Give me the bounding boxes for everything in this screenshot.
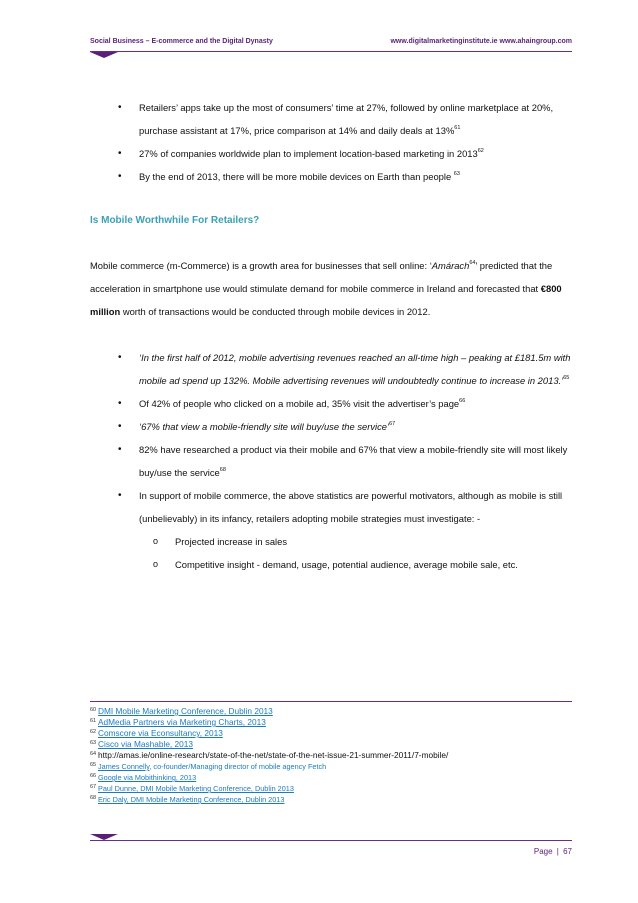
header-urls[interactable]: www.digitalmarketinginstitute.ie www.ahaingroup.com [390, 38, 572, 45]
page-content [90, 96, 580, 576]
footnote-ref[interactable]: 61 [454, 125, 461, 131]
footer-rule [90, 840, 572, 841]
footnote-link[interactable]: Comscore via Econsultancy, 2013 [98, 728, 223, 738]
list-item: • 27% of companies worldwide plan to implement location-based marketing in 2013$^{62}$ [90, 142, 580, 165]
list-item: • In support of mobile commerce, the above statistics are powerful motivators, although as mobile is still (unbelievably) in its infancy, retailers adopting mobile strategies must investigate: - [90, 484, 580, 530]
body-paragraph: Mobile commerce (m-Commerce) is a growth area for businesses that sell online: ‘Amárach$^{64}$’ predicted that the acceleration in smartphone use would stimulate demand for mobile commerce in Ireland and forecasted that €800 million worth of transactions would be conducted through mobile devices in 2012. [90, 260, 562, 317]
list-item: • 82% have researched a product via their mobile and 67% that view a mobile-friendly site will most likely buy/use the service$^{68}$ [90, 438, 580, 484]
footnote-ref[interactable]: 67 [389, 421, 396, 427]
list-item: o Projected increase in sales [90, 530, 580, 553]
footnote-link[interactable]: Eric Daly, DMI Mobile Marketing Conference, Dublin 2013 [98, 795, 285, 804]
footnote-link[interactable]: Paul Dunne, DMI Mobile Marketing Conference, Dublin 2013 [98, 784, 294, 793]
page-header [90, 34, 572, 48]
footnote: 60 DMI Mobile Marketing Conference, Dublin 2013 [90, 706, 273, 716]
page-number: Page | 67 [533, 847, 572, 856]
footnote: 64 http://amas.ie/online-research/state-of-the-net/state-of-the-net-issue-21-summer-2011/7-mobile/ [90, 750, 449, 760]
footnote-ref[interactable]: 62 [477, 148, 484, 154]
sub-bullet-list [90, 530, 580, 576]
footnote-link[interactable]: James Connelly [98, 762, 150, 771]
footnote-ref[interactable]: 65 [563, 375, 570, 381]
list-item: • Of 42% of people who clicked on a mobile ad, 35% visit the advertiser’s page$^{66}$ [90, 392, 580, 415]
footnote: 66 Google via Mobithinking, 2013 [90, 773, 197, 782]
footnotes [90, 706, 580, 805]
top-bullet-list [90, 96, 580, 188]
footnote-separator [90, 701, 572, 702]
header-title: Social Business – E-commerce and the Digital Dynasty [90, 38, 273, 45]
footnote-link[interactable]: Cisco via Mashable, 2013 [98, 739, 194, 749]
list-item: • ‘67% that view a mobile-friendly site will buy/use the service’$^{67}$ [90, 415, 580, 438]
stats-bullet-list [90, 346, 580, 530]
list-item: • Retailers’ apps take up the most of consumers’ time at 27%, followed by online marketplace at 20%, purchase assistant at 17%, price comparison at 14% and daily deals at 13%$^{61}$ [90, 96, 580, 142]
footnote-ref[interactable]: 68 [219, 467, 226, 473]
footnote-link[interactable]: DMI Mobile Marketing Conference, Dublin 2013 [98, 706, 273, 716]
footnote-ref[interactable]: 64 [469, 260, 476, 266]
header-triangle-icon [90, 52, 118, 58]
footnote: 68 Eric Daly, DMI Mobile Marketing Conference, Dublin 2013 [90, 795, 285, 804]
footnote-ref[interactable]: 63 [453, 171, 460, 177]
footnote: 62 Comscore via Econsultancy, 2013 [90, 728, 223, 738]
list-item: • By the end of 2013, there will be more mobile devices on Earth than people $^{63}$ [90, 165, 580, 188]
footnote-link[interactable]: Google via Mobithinking, 2013 [98, 773, 197, 782]
list-item: o Competitive insight - demand, usage, potential audience, average mobile sale, etc. [90, 553, 580, 576]
footnote: 63 Cisco via Mashable, 2013 [90, 739, 194, 749]
list-item: • ‘In the first half of 2012, mobile advertising revenues reached an all-time high – peaking at £181.5m with mobile ad spend up 132%. Mobile advertising revenues will undoubtedly continue to increase in 2013.’$^{65}$ [90, 346, 580, 392]
footnote: 65 James Connelly, co-founder/Managing director of mobile agency Fetch [90, 762, 327, 771]
footnote-url[interactable]: http://amas.ie/online-research/state-of-the-net/state-of-the-net-issue-21-summer-2011/7-mobile/ [98, 750, 449, 760]
footnote: 61 AdMedia Partners via Marketing Charts, 2013 [90, 717, 266, 727]
header-rule [90, 51, 572, 52]
footnote-link[interactable]: AdMedia Partners via Marketing Charts, 2013 [98, 717, 266, 727]
footnote: 67 Paul Dunne, DMI Mobile Marketing Conference, Dublin 2013 [90, 784, 294, 793]
footnote-ref[interactable]: 66 [459, 398, 466, 404]
section-heading: Is Mobile Worthwhile For Retailers? [90, 215, 260, 226]
